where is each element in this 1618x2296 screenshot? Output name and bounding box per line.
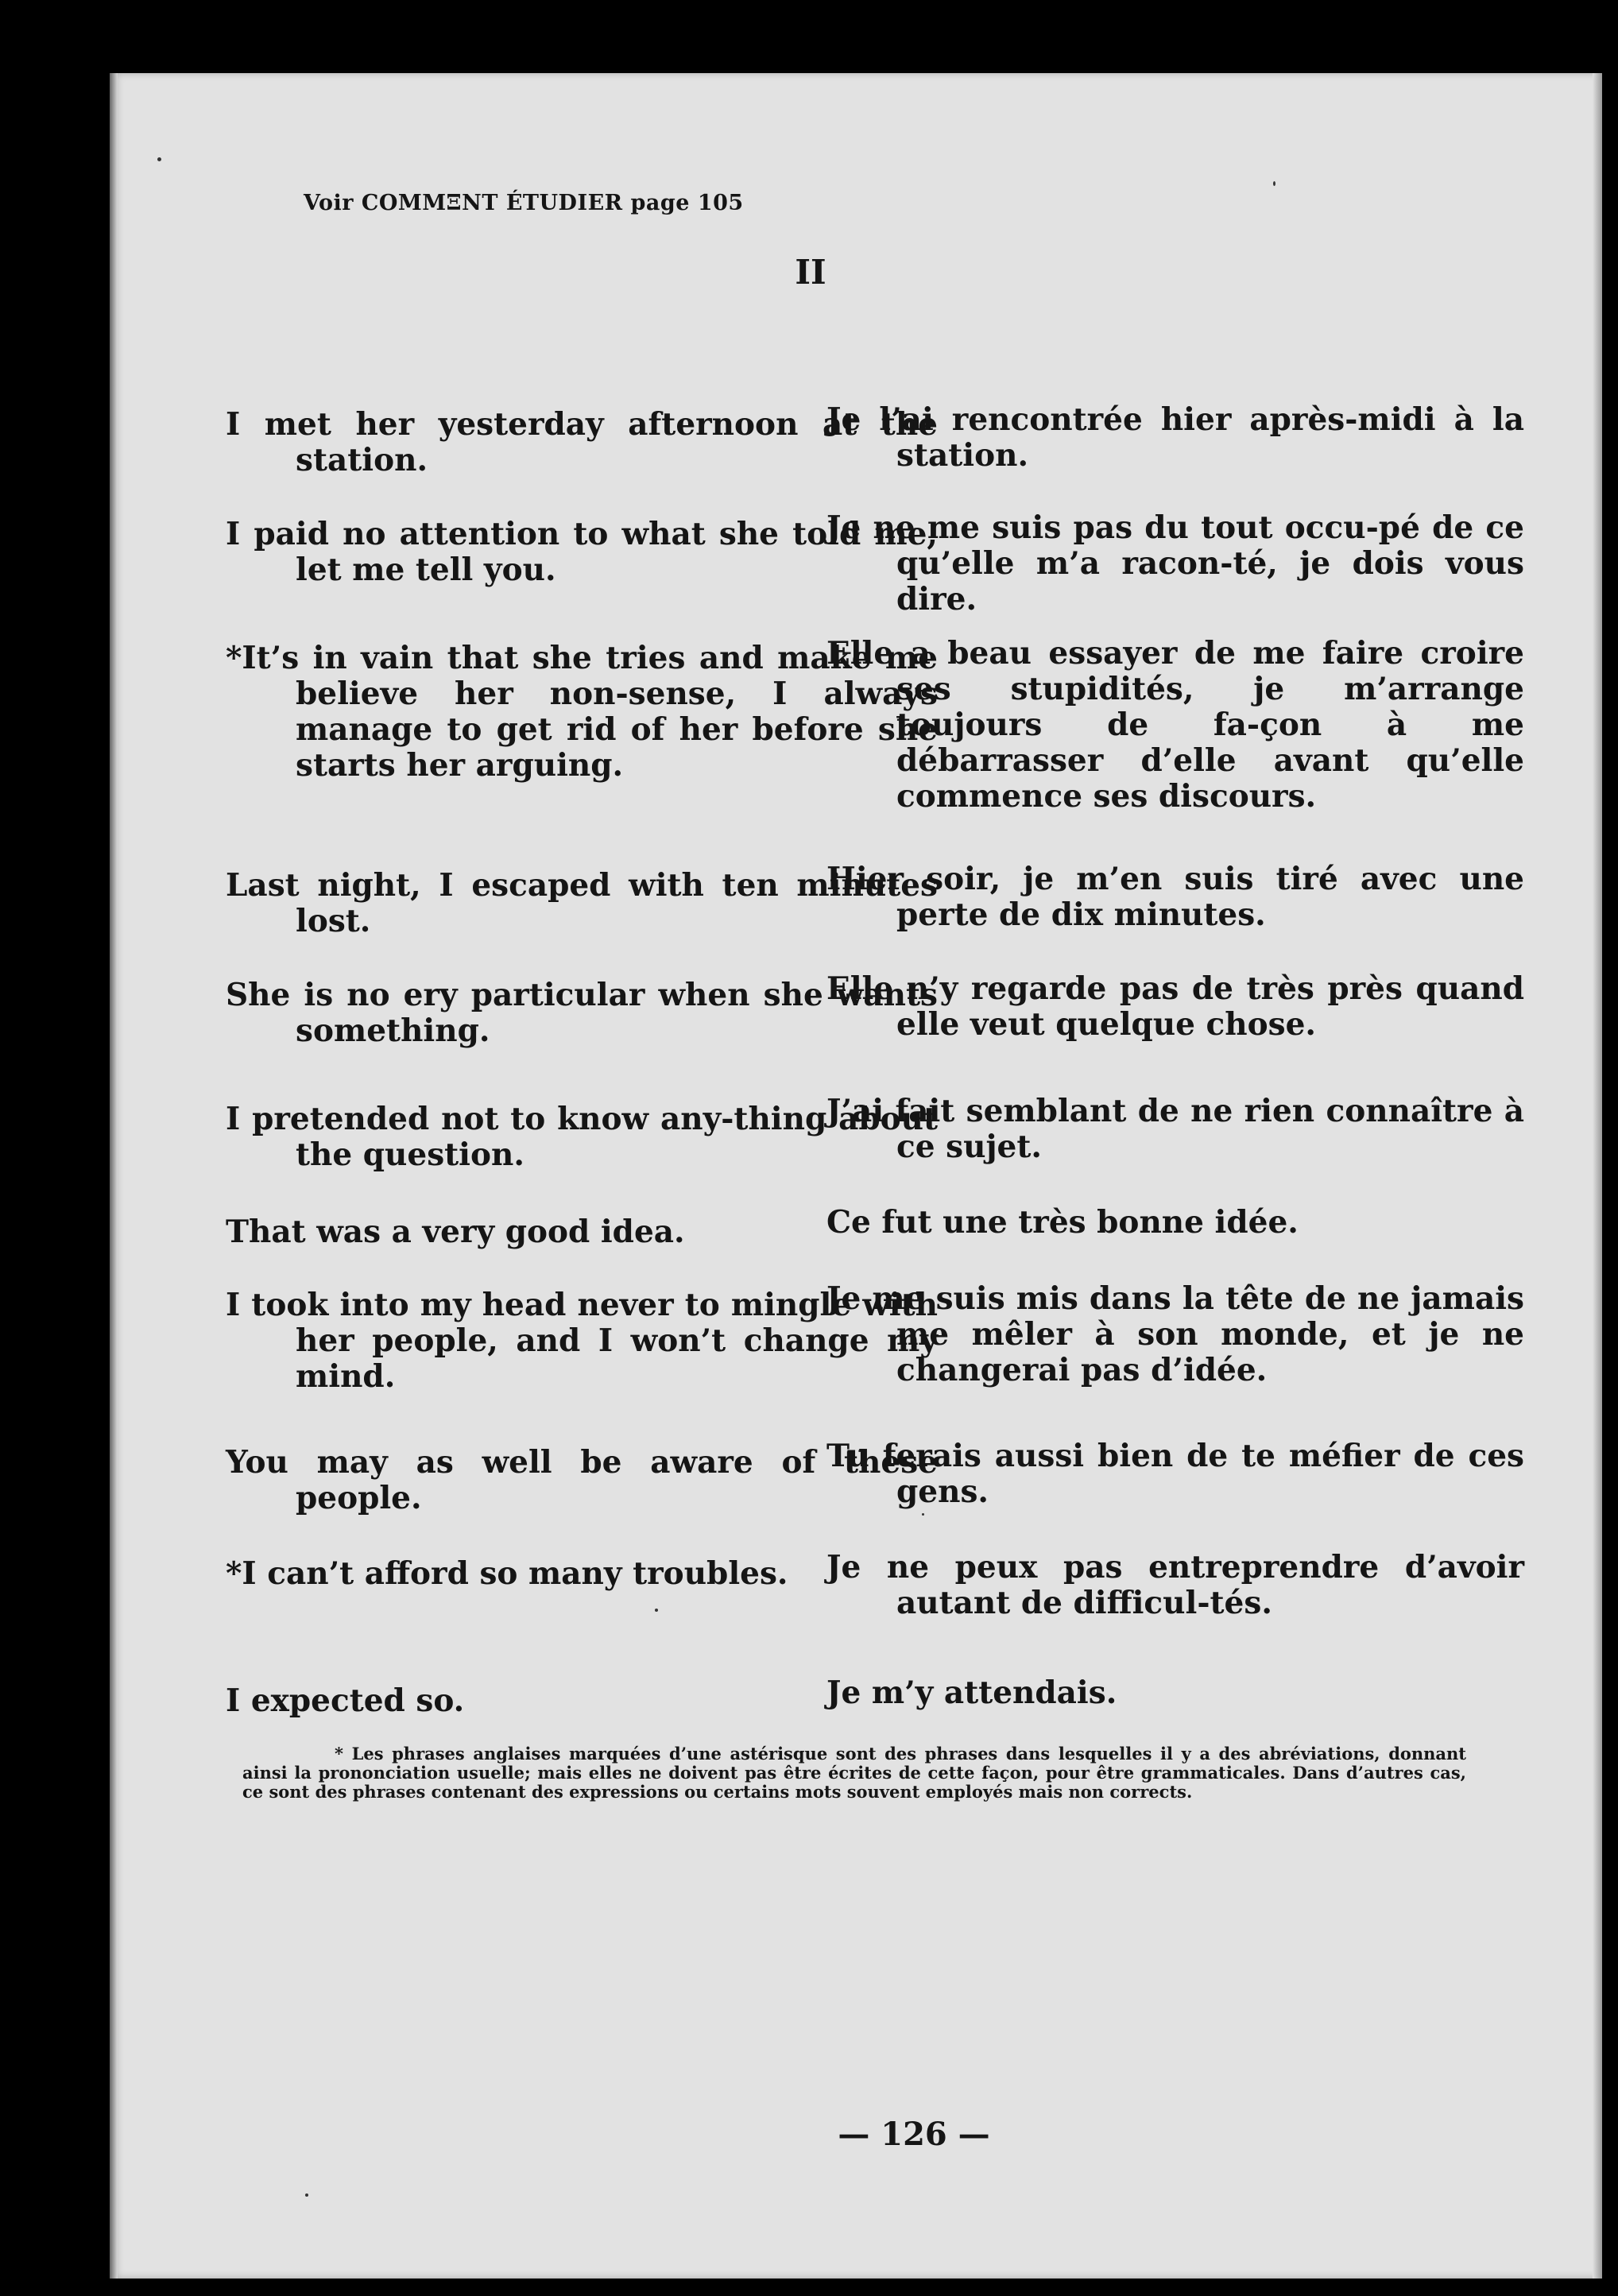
french-phrase: Je ne me suis pas du tout occu-pé de ce qu’elle m’a racon-té, je dois vous dire.	[826, 509, 1524, 618]
english-phrase: I pretended not to know any-thing about the question.	[226, 1101, 938, 1173]
french-phrase: Je l’ai rencontrée hier après-midi à la station.	[826, 401, 1524, 474]
english-phrase: She is no ery particular when she wants something.	[226, 977, 938, 1049]
french-phrase: J’ai fait semblant de ne rien connaître à ce sujet.	[826, 1093, 1524, 1165]
french-phrase: Hier soir, je m’en suis tiré avec une perte de dix minutes.	[826, 861, 1524, 933]
english-phrase: I met her yesterday afternoon at the station.	[226, 406, 938, 478]
english-phrase: Last night, I escaped with ten minutes lost.	[226, 867, 938, 939]
french-phrase: Tu ferais aussi bien de te méfier de ces gens.	[826, 1438, 1524, 1510]
section-number: II	[795, 253, 826, 292]
scan-speck	[655, 1609, 658, 1612]
french-phrase: Elle a beau essayer de me faire croire ses stupidités, je m’arrange toujours de fa-çon à me débarrasser d’elle avant qu’elle commence ses discours.	[826, 635, 1524, 815]
page-shadow-left	[110, 73, 118, 2279]
french-phrase: Elle n’y regarde pas de très près quand elle veut quelque chose.	[826, 970, 1524, 1043]
footnote: * Les phrases anglaises marquées d’une astérisque sont des phrases dans lesquelles il y a des abréviations, donnant ainsi la prononciation usuelle; mais elles ne doivent pas être écrites de cette façon, pour être grammaticales. Dans d’autres cas, ce sont des phrases contenant des expressions ou certains mots souvent employés mais non corrects.	[242, 1744, 1466, 1802]
english-phrase: *I can’t afford so many troubles.	[226, 1555, 788, 1592]
english-phrase: You may as well be aware of these people.	[226, 1444, 938, 1516]
study-reference-header: Voir COMMΞNT ÉTUDIER page 105	[304, 191, 744, 215]
english-phrase: I took into my head never to mingle with her people, and I won’t change my mind.	[226, 1287, 938, 1395]
scan-speck	[157, 157, 161, 161]
english-phrase: I expected so.	[226, 1682, 465, 1719]
scan-speck	[305, 2193, 308, 2197]
scan-speck	[922, 1513, 924, 1516]
scan-speck	[1273, 181, 1275, 186]
french-phrase: Je me suis mis dans la tête de ne jamais me mêler à son monde, et je ne changerai pas d’idée.	[826, 1280, 1524, 1388]
english-phrase: *It’s in vain that she tries and make me believe her non-sense, I always manage to get rid of her before she starts her arguing.	[226, 640, 938, 784]
french-phrase: Je m’y attendais.	[826, 1675, 1117, 1711]
french-phrase: Je ne peux pas entreprendre d’avoir autant de difficul-tés.	[826, 1549, 1524, 1621]
french-phrase: Ce fut une très bonne idée.	[826, 1204, 1299, 1241]
page-shadow-right	[1593, 73, 1602, 2279]
page-number: — 126 —	[838, 2116, 990, 2153]
english-phrase: That was a very good idea.	[226, 1214, 685, 1250]
english-phrase: I paid no attention to what she told me, let me tell you.	[226, 516, 938, 588]
